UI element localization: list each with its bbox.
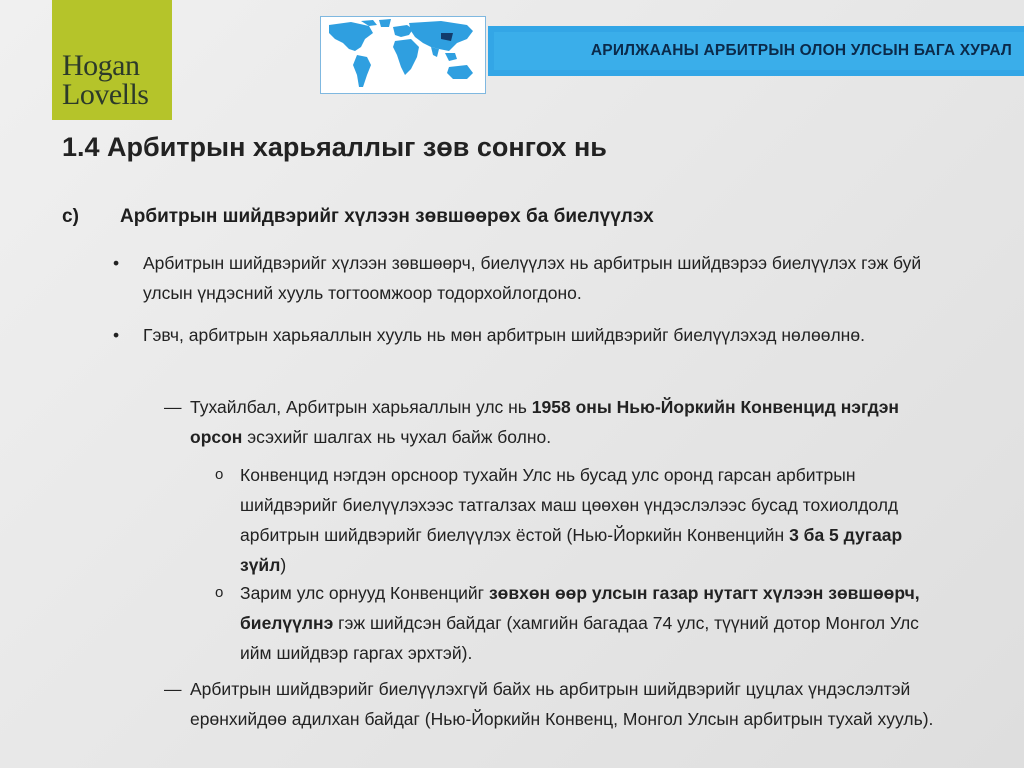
dash-text: Арбитрын шийдвэрийг биелүүлэхгүй байх нь арбитрын шийдвэрийг цуцлах үндэслэлтэй ерөнхийдөө адилхан байдаг (Нью-Йоркийн Конвенц, Монгол Улсын арбитрын тухай хууль). (190, 679, 934, 729)
circle-text-bold: 3 ба 5 дугаар зүйл (240, 525, 903, 575)
bullet-item-1 (113, 248, 943, 308)
banner-title: АРИЛЖААНЫ АРБИТРЫН ОЛОН УЛСЫН БАГА ХУРАЛ (590, 42, 1012, 59)
circle-item-1 (215, 460, 940, 580)
circle-text-bold: зөвхөн өөр улсын газар нутагт хүлээн зөвшөөрч, биелүүлнэ (240, 583, 920, 633)
section-marker: c) (62, 206, 79, 227)
world-map-icon (320, 16, 486, 94)
dash-text-post: эсэхийг шалгах нь чухал байж болно. (242, 427, 552, 447)
circle-mark: o (215, 466, 224, 483)
dash-item-2 (164, 674, 950, 734)
logo-line-2: Lovells (62, 78, 149, 111)
dash-mark: — (164, 679, 182, 699)
bullet-mark: • (113, 253, 120, 273)
bullet-text: Гэвч, арбитрын харьяаллын хууль нь мөн арбитрын шийдвэрийг биелүүлэхэд нөлөөлнө. (143, 325, 865, 345)
dash-mark: — (164, 397, 182, 417)
dash-text-bold: 1958 оны Нью-Йоркийн Конвенцид нэгдэн орсон (190, 397, 899, 447)
bullet-mark: • (113, 325, 120, 345)
circle-item-2 (215, 578, 940, 668)
page-title: 1.4 Арбитрын харьяаллыг зөв сонгох нь (62, 132, 607, 162)
hogan-lovells-logo (52, 0, 172, 120)
circle-text-post: гэж шийдсэн байдаг (хамгийн багадаа 74 улс, түүний дотор Монгол Улс ийм шийдвэр гаргах эрхтэй). (240, 613, 919, 663)
dash-item-1 (164, 392, 950, 452)
conference-banner (488, 26, 1024, 76)
logo-line-1: Hogan (62, 49, 140, 82)
circle-mark: o (215, 584, 224, 601)
section-heading-text: Арбитрын шийдвэрийг хүлээн зөвшөөрөх ба биелүүлэх (120, 206, 654, 227)
section-heading (62, 206, 654, 228)
bullet-item-2 (113, 320, 943, 350)
circle-text-pre: Конвенцид нэгдэн орсноор тухайн Улс нь бусад улс оронд гарсан арбитрын шийдвэрийг биелүүлэхээс татгалзах маш цөөхөн үндэслэлээс бусад тохиолдолд арбитрын шийдвэрийг биелүүлэх ёстой (Нью-Йоркийн Конвенцийн (240, 465, 899, 545)
circle-text-post: ) (280, 555, 287, 575)
bullet-text: Арбитрын шийдвэрийг хүлээн зөвшөөрч, биелүүлэх нь арбитрын шийдвэрээ биелүүлэх гэж буй улсын үндэсний хууль тогтоомжоор тодорхойлогдоно. (143, 253, 922, 303)
dash-text-pre: Тухайлбал, Арбитрын харьяаллын улс нь (190, 397, 532, 417)
circle-text-pre: Зарим улс орнууд Конвенцийг (240, 583, 489, 603)
